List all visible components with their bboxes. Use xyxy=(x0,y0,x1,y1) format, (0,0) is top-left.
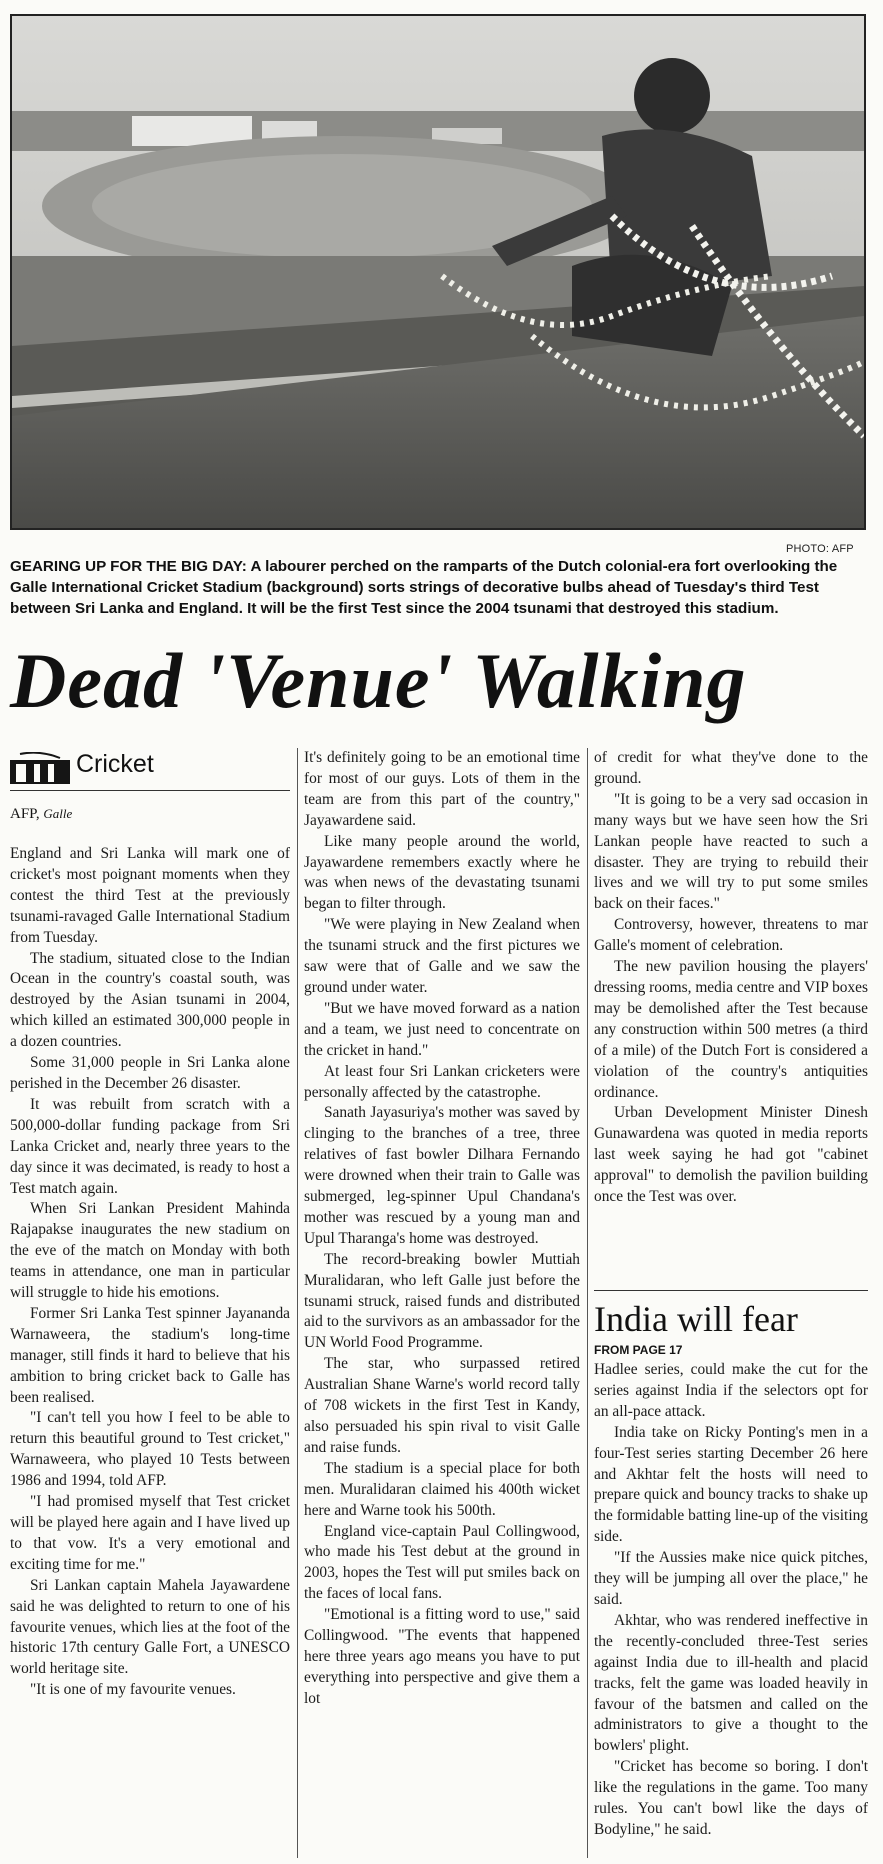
paragraph: Controversy, however, threatens to mar Galle's moment of celebration. xyxy=(594,916,868,955)
paragraph: The record-breaking bowler Muttiah Muralidaran, who left Galle just before the tsunami struck, raised funds and distributed aid to the survivors as an ambassador for the UN World Food Programme. xyxy=(304,1250,580,1352)
paragraph: Some 31,000 people in Sri Lanka alone perished in the December 26 disaster. xyxy=(10,1054,290,1092)
paragraph: At least four Sri Lankan cricketers were personally affected by the catastrophe. xyxy=(304,1062,580,1101)
paragraph: Sri Lankan captain Mahela Jayawardene said he was delighted to return to one of his favourite venues, which lies at the foot of the historic 17th century Galle Fort, a UNESCO world heritage site. xyxy=(10,1576,290,1678)
section-label: Cricket xyxy=(76,750,154,778)
byline-agency: AFP, xyxy=(10,806,40,822)
paragraph: "Emotional is a fitting word to use," said Collingwood. "The events that happened here three years ago means you have to put everything into perspective and give them a lot xyxy=(304,1606,580,1707)
related-column xyxy=(594,1360,868,1841)
paragraph: India take on Ricky Ponting's men in a four-Test series starting December 26 here and Akhtar felt the hosts will need to prepare quick and bouncy tracks to shake up the formidable batting line-up of the visiting side. xyxy=(594,1423,868,1546)
paragraph: of credit for what they've done to the ground. xyxy=(594,749,868,787)
paragraph: It's definitely going to be an emotional time for most of our guys. Lots of them in the team are from this part of the country," Jayawardene said. xyxy=(304,749,580,829)
byline-place: Galle xyxy=(43,806,73,821)
paragraph: "Cricket has become so boring. I don't like the regulations in the game. Too many rules. You can't bowl like the days of Bodyline," he said. xyxy=(594,1758,868,1838)
paragraph: Sanath Jayasuriya's mother was saved by clinging to the branches of a tree, three relatives of fast bowler Dilhara Fernando were drowned when their train to Galle was submerged, leg-spinner Upul Chandana's mother was rescued by a young man and Upul Tharanga's home was destroyed. xyxy=(304,1104,580,1247)
paragraph: Akhtar, who was rendered ineffective in the recently-concluded three-Test series against India due to ill-health and placid tracks, felt the game was loaded heavily in favour of the batsmen and called on the administrators to give a thought to the bowlers' plight. xyxy=(594,1611,868,1755)
photo-credit: PHOTO: AFP xyxy=(786,543,854,555)
related-headline: India will fear xyxy=(594,1299,798,1339)
article-column-2 xyxy=(304,748,580,1710)
paragraph: The new pavilion housing the players' dressing rooms, media centre and VIP boxes may be demolished after the Test because any construction within 500 metres (a third of a mile) of the Dutch Fort is considered a violation of the country's antiquities ordinance. xyxy=(594,958,868,1101)
paragraph: "I can't tell you how I feel to be able to return this beautiful ground to Test cricket," Warnaweera, who played 10 Tests between 1986 and 1994, told AFP. xyxy=(10,1409,290,1490)
article-column-3 xyxy=(594,748,868,1208)
paragraph: "I had promised myself that Test cricket will be played here again and I have lived up to that vow. It's a very emotional and exciting time for me." xyxy=(10,1493,290,1573)
from-page-label: FROM PAGE 17 xyxy=(594,1343,683,1357)
related-rule xyxy=(594,1290,868,1291)
paragraph: Hadlee series, could make the cut for the series against India if the selectors opt for an all-pace attack. xyxy=(594,1361,868,1420)
column-divider xyxy=(587,748,588,1858)
article-column-1 xyxy=(10,844,290,1701)
paragraph: "If the Aussies make nice quick pitches, they will be jumping all over the place," he said. xyxy=(594,1549,868,1608)
section-rule xyxy=(10,790,290,791)
paragraph: "But we have moved forward as a nation and a team, we just need to concentrate on the cricket in hand." xyxy=(304,999,580,1059)
column-divider xyxy=(297,748,298,1858)
paragraph: When Sri Lankan President Mahinda Rajapakse inaugurates the new stadium on the eve of the match on Monday with both teams in attendance, one man in particular will struggle to hide his emotions. xyxy=(10,1200,290,1302)
paragraph: England and Sri Lanka will mark one of cricket's most poignant moments when they contest the third Test at the previously tsunami-ravaged Galle International Stadium from Tuesday. xyxy=(10,845,290,946)
photo-caption: GEARING UP FOR THE BIG DAY: A labourer perched on the ramparts of the Dutch colonial-era fort overlooking the Galle International Cricket Stadium (background) sorts strings of decorative bulbs ahead of Tuesday's third Test between Sri Lanka and England. It will be the first Test since the 2004 tsunami that destroyed this stadium. xyxy=(10,558,838,617)
byline xyxy=(10,806,72,823)
paragraph: Former Sri Lanka Test spinner Jayananda Warnaweera, the stadium's long-time manager, still finds it hard to believe that his ambition to bring cricket back to Galle has been realised. xyxy=(10,1304,290,1406)
paragraph: It was rebuilt from scratch with a 500,000-dollar funding package from Sri Lanka Cricket and, nearly three years to the day since it was decimated, is ready to host a Test match again. xyxy=(10,1095,290,1197)
cricket-logo-icon xyxy=(10,752,70,784)
paragraph: The stadium, situated close to the Indian Ocean in the country's coastal south, was destroyed by the Asian tsunami in 2004, which killed an estimated 300,000 people in a dozen countries. xyxy=(10,949,290,1051)
paragraph: The star, who surpassed retired Australian Shane Warne's world record tally of 708 wickets in the first Test in Kandy, also persuaded his spin rival to visit Galle and raise funds. xyxy=(304,1355,580,1456)
paragraph: The stadium is a special place for both men. Muralidaran claimed his 400th wicket here and Warne took his 500th. xyxy=(304,1459,580,1519)
paragraph: Like many people around the world, Jayawardene remembers exactly where he was when news of the devastating tsunami began to filter through. xyxy=(304,832,580,913)
stadium-photo-illustration xyxy=(12,16,864,528)
paragraph: "It is going to be a very sad occasion in many ways but we have seen how the Sri Lankan people have reacted to such a disaster. They are trying to rebuild their lives and we will try to put some smiles back on their faces." xyxy=(594,790,868,913)
paragraph: "We were playing in New Zealand when the tsunami struck and the first pictures we saw were that of Galle and we saw the ground under water. xyxy=(304,916,580,996)
paragraph: England vice-captain Paul Collingwood, who made his Test debut at the ground in 2003, hopes the Test will put smiles back on the faces of local fans. xyxy=(304,1522,580,1603)
paragraph: "It is one of my favourite venues. xyxy=(30,1681,236,1699)
headline: Dead 'Venue' Walking xyxy=(10,637,747,724)
paragraph: Urban Development Minister Dinesh Gunawardena was quoted in media reports last week saying he had got "cabinet approval" to demolish the pavilion building once the Test was over. xyxy=(594,1104,868,1206)
news-photo xyxy=(10,14,866,530)
